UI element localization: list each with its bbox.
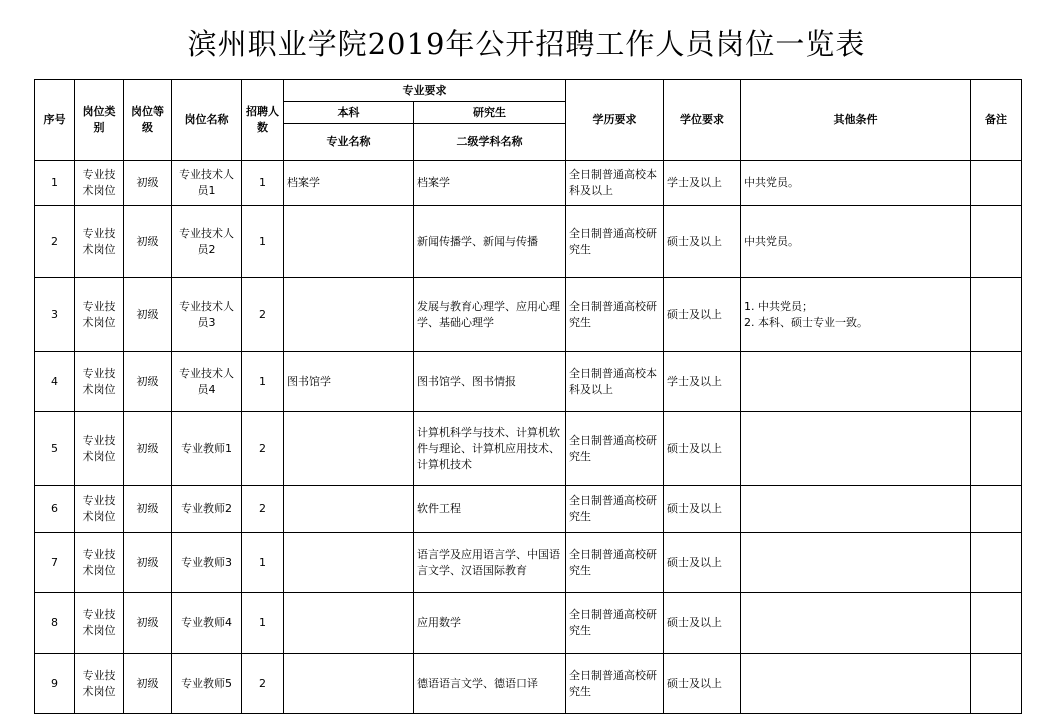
- cell-category: 专业技术岗位: [75, 533, 124, 593]
- cell-degree: 硕士及以上: [664, 533, 741, 593]
- cell-graduate-major: 新闻传播学、新闻与传播: [414, 206, 566, 278]
- cell-undergrad-major: [284, 533, 414, 593]
- cell-graduate-major: 发展与教育心理学、应用心理学、基础心理学: [414, 278, 566, 352]
- cell-degree: 硕士及以上: [664, 486, 741, 533]
- header-education: 学历要求: [566, 80, 664, 161]
- cell-category: 专业技术岗位: [75, 352, 124, 412]
- cell-no: 4: [35, 352, 75, 412]
- cell-category: 专业技术岗位: [75, 161, 124, 206]
- cell-education: 全日制普通高校本科及以上: [566, 352, 664, 412]
- cell-no: 6: [35, 486, 75, 533]
- cell-remark: [971, 654, 1022, 714]
- cell-grade: 初级: [124, 593, 172, 654]
- cell-other-conditions: [741, 352, 971, 412]
- table-row: [35, 593, 1022, 654]
- header-remark: 备注: [971, 80, 1022, 161]
- cell-no: 9: [35, 654, 75, 714]
- cell-other-conditions: 1. 中共党员； 2. 本科、硕士专业一致。: [741, 278, 971, 352]
- cell-quota: 1: [242, 161, 284, 206]
- cell-graduate-major: 德语语言文学、德语口译: [414, 654, 566, 714]
- cell-other-conditions: 中共党员。: [741, 206, 971, 278]
- cell-other-conditions: [741, 486, 971, 533]
- header-secondary-discipline: 二级学科名称: [414, 124, 566, 161]
- cell-no: 5: [35, 412, 75, 486]
- recruitment-table: [34, 79, 1022, 714]
- cell-post-name: 专业教师4: [172, 593, 242, 654]
- cell-other-conditions: [741, 412, 971, 486]
- page-title: 滨州职业学院2019年公开招聘工作人员岗位一览表: [187, 27, 866, 61]
- cell-grade: 初级: [124, 533, 172, 593]
- cell-remark: [971, 352, 1022, 412]
- cell-graduate-major: 语言学及应用语言学、中国语言文学、汉语国际教育: [414, 533, 566, 593]
- cell-grade: 初级: [124, 486, 172, 533]
- cell-no: 2: [35, 206, 75, 278]
- cell-remark: [971, 486, 1022, 533]
- cell-degree: 硕士及以上: [664, 412, 741, 486]
- cell-post-name: 专业教师1: [172, 412, 242, 486]
- cell-grade: 初级: [124, 654, 172, 714]
- cell-post-name: 专业教师2: [172, 486, 242, 533]
- cell-education: 全日制普通高校研究生: [566, 278, 664, 352]
- cell-education: 全日制普通高校本科及以上: [566, 161, 664, 206]
- cell-other-conditions: 中共党员。: [741, 161, 971, 206]
- cell-education: 全日制普通高校研究生: [566, 206, 664, 278]
- header-undergrad: 本科: [284, 102, 414, 124]
- cell-remark: [971, 206, 1022, 278]
- cell-category: 专业技术岗位: [75, 486, 124, 533]
- cell-post-name: 专业技术人员2: [172, 206, 242, 278]
- cell-quota: 1: [242, 593, 284, 654]
- cell-no: 3: [35, 278, 75, 352]
- cell-quota: 1: [242, 533, 284, 593]
- cell-category: 专业技术岗位: [75, 593, 124, 654]
- cell-graduate-major: 计算机科学与技术、计算机软件与理论、计算机应用技术、计算机技术: [414, 412, 566, 486]
- header-major-requirement: 专业要求: [284, 80, 566, 102]
- cell-grade: 初级: [124, 161, 172, 206]
- header-degree: 学位要求: [664, 80, 741, 161]
- header-other-conditions: 其他条件: [741, 80, 971, 161]
- header-no: 序号: [35, 80, 75, 161]
- cell-education: 全日制普通高校研究生: [566, 654, 664, 714]
- cell-other-conditions: [741, 654, 971, 714]
- cell-quota: 2: [242, 486, 284, 533]
- header-post-name: 岗位名称: [172, 80, 242, 161]
- table-body: [35, 161, 1022, 714]
- cell-no: 1: [35, 161, 75, 206]
- cell-graduate-major: 软件工程: [414, 486, 566, 533]
- cell-post-name: 专业技术人员3: [172, 278, 242, 352]
- table-row: [35, 533, 1022, 593]
- cell-grade: 初级: [124, 278, 172, 352]
- cell-remark: [971, 593, 1022, 654]
- cell-degree: 硕士及以上: [664, 593, 741, 654]
- table-row: [35, 278, 1022, 352]
- cell-undergrad-major: 档案学: [284, 161, 414, 206]
- cell-category: 专业技术岗位: [75, 278, 124, 352]
- cell-other-conditions: [741, 593, 971, 654]
- cell-post-name: 专业教师3: [172, 533, 242, 593]
- table-row: [35, 161, 1022, 206]
- cell-degree: 硕士及以上: [664, 206, 741, 278]
- cell-post-name: 专业技术人员4: [172, 352, 242, 412]
- table-row: [35, 206, 1022, 278]
- cell-degree: 学士及以上: [664, 352, 741, 412]
- cell-category: 专业技术岗位: [75, 654, 124, 714]
- cell-quota: 2: [242, 278, 284, 352]
- cell-grade: 初级: [124, 412, 172, 486]
- cell-post-name: 专业教师5: [172, 654, 242, 714]
- cell-education: 全日制普通高校研究生: [566, 593, 664, 654]
- cell-quota: 2: [242, 412, 284, 486]
- cell-remark: [971, 161, 1022, 206]
- table-row: [35, 352, 1022, 412]
- cell-quota: 1: [242, 206, 284, 278]
- cell-undergrad-major: [284, 486, 414, 533]
- cell-undergrad-major: [284, 593, 414, 654]
- cell-post-name: 专业技术人员1: [172, 161, 242, 206]
- cell-education: 全日制普通高校研究生: [566, 412, 664, 486]
- table-row: [35, 486, 1022, 533]
- cell-category: 专业技术岗位: [75, 206, 124, 278]
- header-post-grade: 岗位等级: [124, 80, 172, 161]
- cell-no: 7: [35, 533, 75, 593]
- table-header: [35, 80, 1022, 161]
- cell-degree: 硕士及以上: [664, 654, 741, 714]
- cell-undergrad-major: [284, 654, 414, 714]
- cell-education: 全日制普通高校研究生: [566, 533, 664, 593]
- header-major-name: 专业名称: [284, 124, 414, 161]
- cell-remark: [971, 533, 1022, 593]
- table-row: [35, 654, 1022, 714]
- cell-degree: 硕士及以上: [664, 278, 741, 352]
- cell-remark: [971, 278, 1022, 352]
- cell-other-conditions: [741, 533, 971, 593]
- cell-quota: 1: [242, 352, 284, 412]
- cell-undergrad-major: [284, 206, 414, 278]
- header-graduate: 研究生: [414, 102, 566, 124]
- cell-degree: 学士及以上: [664, 161, 741, 206]
- cell-category: 专业技术岗位: [75, 412, 124, 486]
- cell-undergrad-major: 图书馆学: [284, 352, 414, 412]
- cell-grade: 初级: [124, 206, 172, 278]
- cell-undergrad-major: [284, 412, 414, 486]
- cell-no: 8: [35, 593, 75, 654]
- cell-grade: 初级: [124, 352, 172, 412]
- cell-graduate-major: 应用数学: [414, 593, 566, 654]
- cell-graduate-major: 图书馆学、图书情报: [414, 352, 566, 412]
- header-quota: 招聘人数: [242, 80, 284, 161]
- header-post-category: 岗位类别: [75, 80, 124, 161]
- cell-education: 全日制普通高校研究生: [566, 486, 664, 533]
- table-row: [35, 412, 1022, 486]
- cell-remark: [971, 412, 1022, 486]
- cell-quota: 2: [242, 654, 284, 714]
- cell-undergrad-major: [284, 278, 414, 352]
- cell-graduate-major: 档案学: [414, 161, 566, 206]
